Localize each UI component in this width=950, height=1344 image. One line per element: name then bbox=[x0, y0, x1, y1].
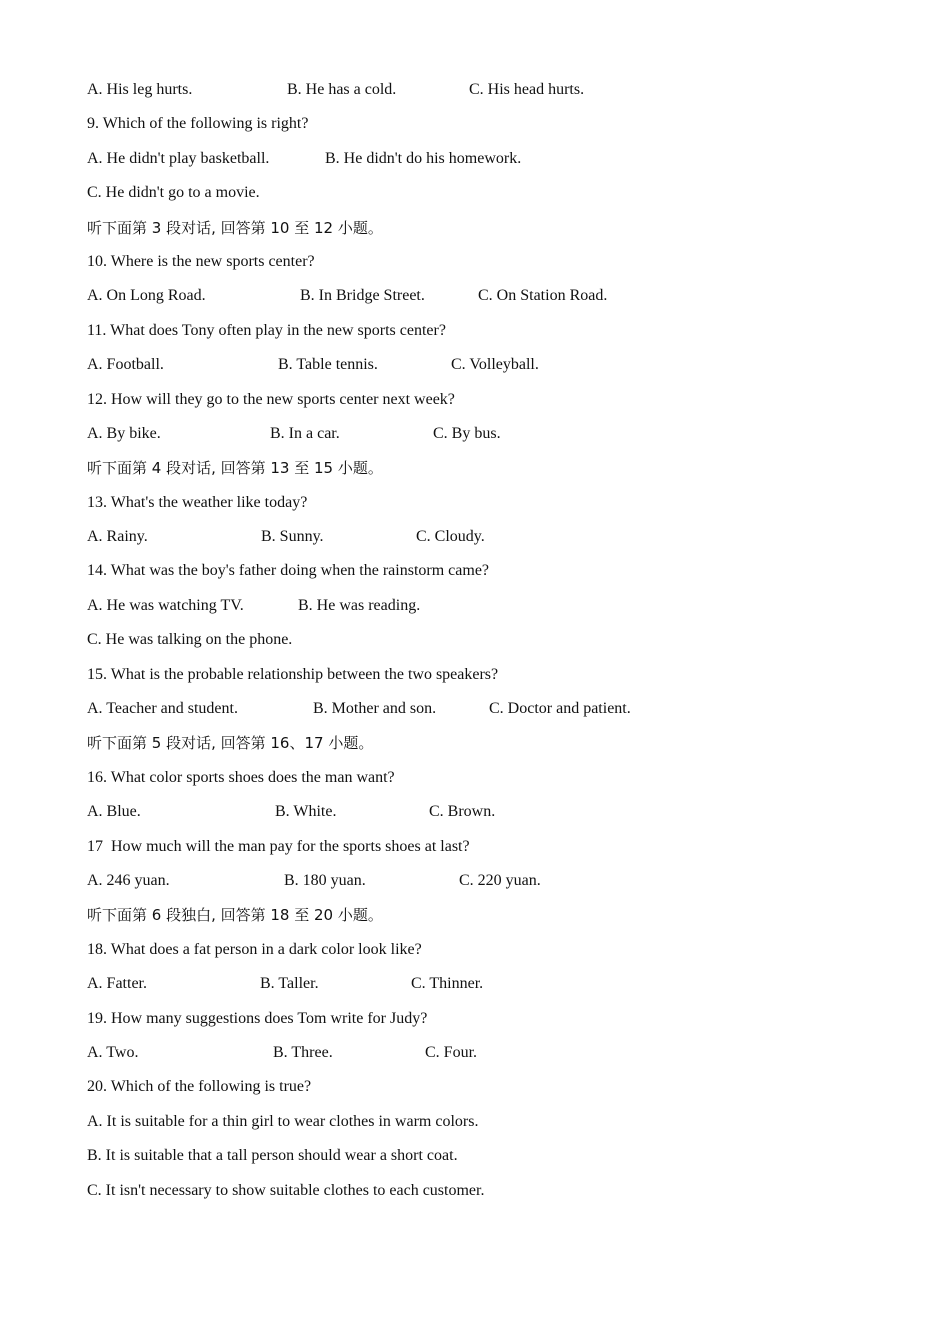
option-a: A. It is suitable for a thin girl to wear clothes in warm colors. bbox=[87, 1112, 479, 1130]
question-text: 16. What color sports shoes does the man want? bbox=[87, 768, 395, 786]
question-9 bbox=[87, 112, 887, 146]
option-b: B. In a car. bbox=[270, 424, 340, 442]
option-b: B. 180 yuan. bbox=[284, 871, 366, 889]
option-b: B. He was reading. bbox=[298, 596, 421, 614]
section-heading bbox=[87, 216, 887, 250]
options-row bbox=[87, 78, 887, 112]
option-c: C. Doctor and patient. bbox=[489, 700, 631, 718]
option-a: A. He didn't play basketball. bbox=[87, 149, 270, 167]
options-row bbox=[87, 800, 887, 834]
document-page bbox=[87, 78, 887, 1213]
question-text: 17 How much will the man pay for the sports shoes at last? bbox=[87, 837, 470, 855]
option-c: C. On Station Road. bbox=[478, 287, 608, 305]
section-heading bbox=[87, 456, 887, 490]
question-20 bbox=[87, 1075, 887, 1109]
option-a: A. Two. bbox=[87, 1043, 139, 1061]
section-text: 听下面第 6 段独白, 回答第 18 至 20 小题。 bbox=[87, 906, 383, 925]
option-b: B. White. bbox=[275, 803, 337, 821]
options-row bbox=[87, 628, 887, 662]
question-text: 12. How will they go to the new sports center next week? bbox=[87, 390, 455, 408]
question-text: 15. What is the probable relationship between the two speakers? bbox=[87, 665, 499, 683]
option-a: A. By bike. bbox=[87, 424, 161, 442]
option-b: B. Sunny. bbox=[261, 528, 324, 546]
section-text: 听下面第 3 段对话, 回答第 10 至 12 小题。 bbox=[87, 218, 383, 237]
question-text: 14. What was the boy's father doing when the rainstorm came? bbox=[87, 562, 490, 580]
options-row bbox=[87, 147, 887, 181]
options-row bbox=[87, 353, 887, 387]
options-row bbox=[87, 697, 887, 731]
option-b: B. Mother and son. bbox=[313, 700, 437, 718]
question-19 bbox=[87, 1007, 887, 1041]
option-a: A. Rainy. bbox=[87, 528, 148, 546]
options-row bbox=[87, 422, 887, 456]
question-text: 9. Which of the following is right? bbox=[87, 115, 309, 133]
option-c: C. He was talking on the phone. bbox=[87, 631, 293, 649]
options-row bbox=[87, 181, 887, 215]
option-a: A. Fatter. bbox=[87, 975, 147, 993]
options-row bbox=[87, 594, 887, 628]
option-b: B. He didn't do his homework. bbox=[325, 149, 522, 167]
question-15 bbox=[87, 663, 887, 697]
options-row bbox=[87, 1110, 887, 1144]
options-row bbox=[87, 284, 887, 318]
section-text: 听下面第 5 段对话, 回答第 16、17 小题。 bbox=[87, 734, 374, 753]
option-c: C. By bus. bbox=[433, 424, 501, 442]
option-c: C. He didn't go to a movie. bbox=[87, 184, 260, 202]
question-text: 19. How many suggestions does Tom write for Judy? bbox=[87, 1009, 428, 1027]
option-b: B. Table tennis. bbox=[278, 356, 378, 374]
option-b: B. It is suitable that a tall person should wear a short coat. bbox=[87, 1147, 458, 1165]
question-11 bbox=[87, 319, 887, 353]
options-row bbox=[87, 1179, 887, 1213]
option-a: A. He was watching TV. bbox=[87, 596, 244, 614]
option-a: A. His leg hurts. bbox=[87, 81, 193, 98]
section-text: 听下面第 4 段对话, 回答第 13 至 15 小题。 bbox=[87, 459, 383, 478]
question-10 bbox=[87, 250, 887, 284]
question-16 bbox=[87, 766, 887, 800]
question-12 bbox=[87, 388, 887, 422]
option-c: C. Volleyball. bbox=[451, 356, 539, 374]
options-row bbox=[87, 525, 887, 559]
option-b: B. In Bridge Street. bbox=[300, 287, 425, 305]
options-row bbox=[87, 1144, 887, 1178]
option-c: C. His head hurts. bbox=[469, 81, 585, 98]
section-heading bbox=[87, 903, 887, 937]
option-b: B. Taller. bbox=[260, 975, 319, 993]
options-row bbox=[87, 972, 887, 1006]
option-c: C. It isn't necessary to show suitable clothes to each customer. bbox=[87, 1181, 485, 1199]
option-b: B. He has a cold. bbox=[287, 81, 397, 98]
question-text: 10. Where is the new sports center? bbox=[87, 252, 315, 270]
section-heading bbox=[87, 731, 887, 765]
question-17 bbox=[87, 835, 887, 869]
question-text: 18. What does a fat person in a dark color look like? bbox=[87, 940, 422, 958]
option-c: C. Thinner. bbox=[411, 975, 484, 993]
option-b: B. Three. bbox=[273, 1043, 333, 1061]
question-14 bbox=[87, 559, 887, 593]
option-a: A. Football. bbox=[87, 356, 164, 374]
options-row bbox=[87, 1041, 887, 1075]
question-text: 11. What does Tony often play in the new sports center? bbox=[87, 321, 446, 339]
question-text: 13. What's the weather like today? bbox=[87, 493, 308, 511]
option-c: C. 220 yuan. bbox=[459, 871, 541, 889]
option-c: C. Cloudy. bbox=[416, 528, 485, 546]
options-row bbox=[87, 869, 887, 903]
option-a: A. 246 yuan. bbox=[87, 871, 170, 889]
question-18 bbox=[87, 938, 887, 972]
question-13 bbox=[87, 491, 887, 525]
question-text: 20. Which of the following is true? bbox=[87, 1078, 312, 1096]
option-a: A. Blue. bbox=[87, 803, 141, 821]
option-c: C. Brown. bbox=[429, 803, 496, 821]
option-a: A. On Long Road. bbox=[87, 287, 206, 305]
option-c: C. Four. bbox=[425, 1043, 478, 1061]
option-a: A. Teacher and student. bbox=[87, 700, 238, 718]
